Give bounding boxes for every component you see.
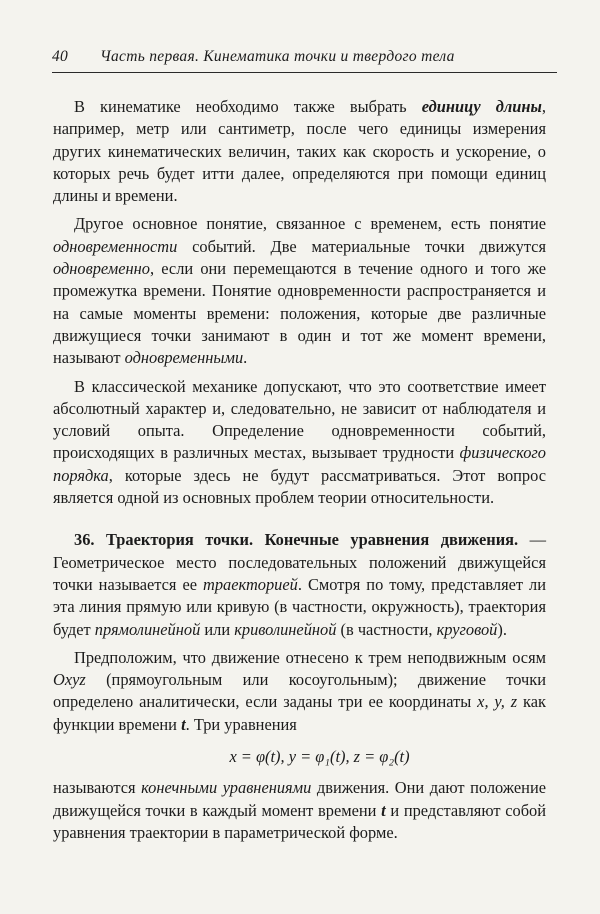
section-heading: 36. Траектория точки. Конечные уравнения движения. [74, 530, 519, 550]
paragraph-1-text-2: , например, метр или сантиметр, после чего единицы измерения других кинематических величин, таких как скорость и ускорение, о которых речь будет итти далее, определяются при помощи единиц длины и времени. [53, 97, 547, 206]
term-time-t-2: t [381, 800, 386, 820]
term-axes: Oxyz [53, 670, 86, 690]
equations-formula: x = φ(t), y = φ₁(t), z = φ₂(t) [229, 747, 410, 767]
running-title: Часть первая. Кинематика точки и твердого тела [100, 48, 455, 65]
term-simultaneous: одновременными [124, 348, 244, 368]
page-body [53, 96, 546, 844]
paragraph-1 [53, 96, 546, 207]
paragraph-6 [53, 777, 546, 844]
paragraph-5-text-3: как функции времени [53, 692, 546, 734]
paragraph-2-text-2: событий. Две материальные точки движутся [177, 236, 546, 256]
paragraph-1-text-1: В кинематике необходимо также выбрать [74, 97, 422, 116]
section-text-4: (в частности, [336, 619, 437, 639]
paragraph-5-text-4: . Три уравнения [185, 714, 297, 734]
paragraph-6-text-2: движения. Они дают положение движущейся точки в каждый момент времени [53, 778, 546, 820]
paragraph-3-text-2: , которые здесь не будут рассматриваться. Этот вопрос является одной из основных проблем теории относительности. [53, 465, 546, 508]
paragraph-3 [53, 376, 546, 510]
term-time-t: t [181, 714, 186, 734]
paragraph-6-text-1: называются [53, 778, 142, 798]
term-curvilinear: криволинейной [234, 619, 337, 639]
paragraph-6-text-3: и представляют собой уравнения траектории в параметрической форме. [53, 800, 546, 842]
paragraph-5-text-2: (прямоугольным или косоугольным); движение точки определено аналитически, если заданы три ее координаты [53, 670, 546, 712]
paragraph-2-text-1: Другое основное понятие, связанное с временем, есть понятие [74, 214, 546, 234]
term-coordinates: x, y, z [477, 692, 518, 712]
section-text-1: — Геометрическое место последовательных положений движущейся точки называется ее [53, 530, 546, 594]
term-length-unit: единицу длины [421, 97, 542, 116]
term-circular: круговой [436, 619, 498, 639]
term-simultaneity: одновременности [53, 236, 178, 256]
paragraph-2-text-4: . [243, 348, 248, 368]
paragraph-3-text-1: В классической механике допускают, что это соответствие имеет абсолютный характер и, следовательно, не зависит от наблюдателя и условий опыта. Определение одновременности событий, происходящих в различных местах, вызывает трудности [53, 376, 546, 463]
paragraph-5 [53, 647, 546, 736]
paragraph-2-text-3: , если они перемещаются в течение одного и того же промежутка времени. Понятие одновременности распространяется и на самые моменты времени: положения, которые две различные движущиеся точки занимают в один и тот же момент времени, называют [53, 259, 546, 368]
term-simultaneously: одновременно [53, 259, 150, 279]
term-physical-order: физического порядка [53, 443, 546, 485]
section-text-3: или [200, 619, 235, 639]
section-36-paragraph [53, 529, 546, 640]
paragraph-2 [53, 213, 546, 369]
header-rule [52, 72, 557, 73]
term-finite-equations: конечными уравнениями [141, 778, 312, 798]
paragraph-5-text-1: Предположим, что движение отнесено к трем неподвижным осям [74, 647, 546, 667]
term-rectilinear: прямолинейной [94, 619, 201, 639]
page-number: 40 [52, 48, 69, 65]
section-text-5: ). [497, 619, 507, 639]
page-header [52, 48, 557, 66]
term-trajectory: траекторией [203, 574, 298, 594]
section-text-2: . Смотря по тому, представляет ли эта линия прямую или кривую (в частности, окружность), траектория будет [53, 574, 546, 639]
